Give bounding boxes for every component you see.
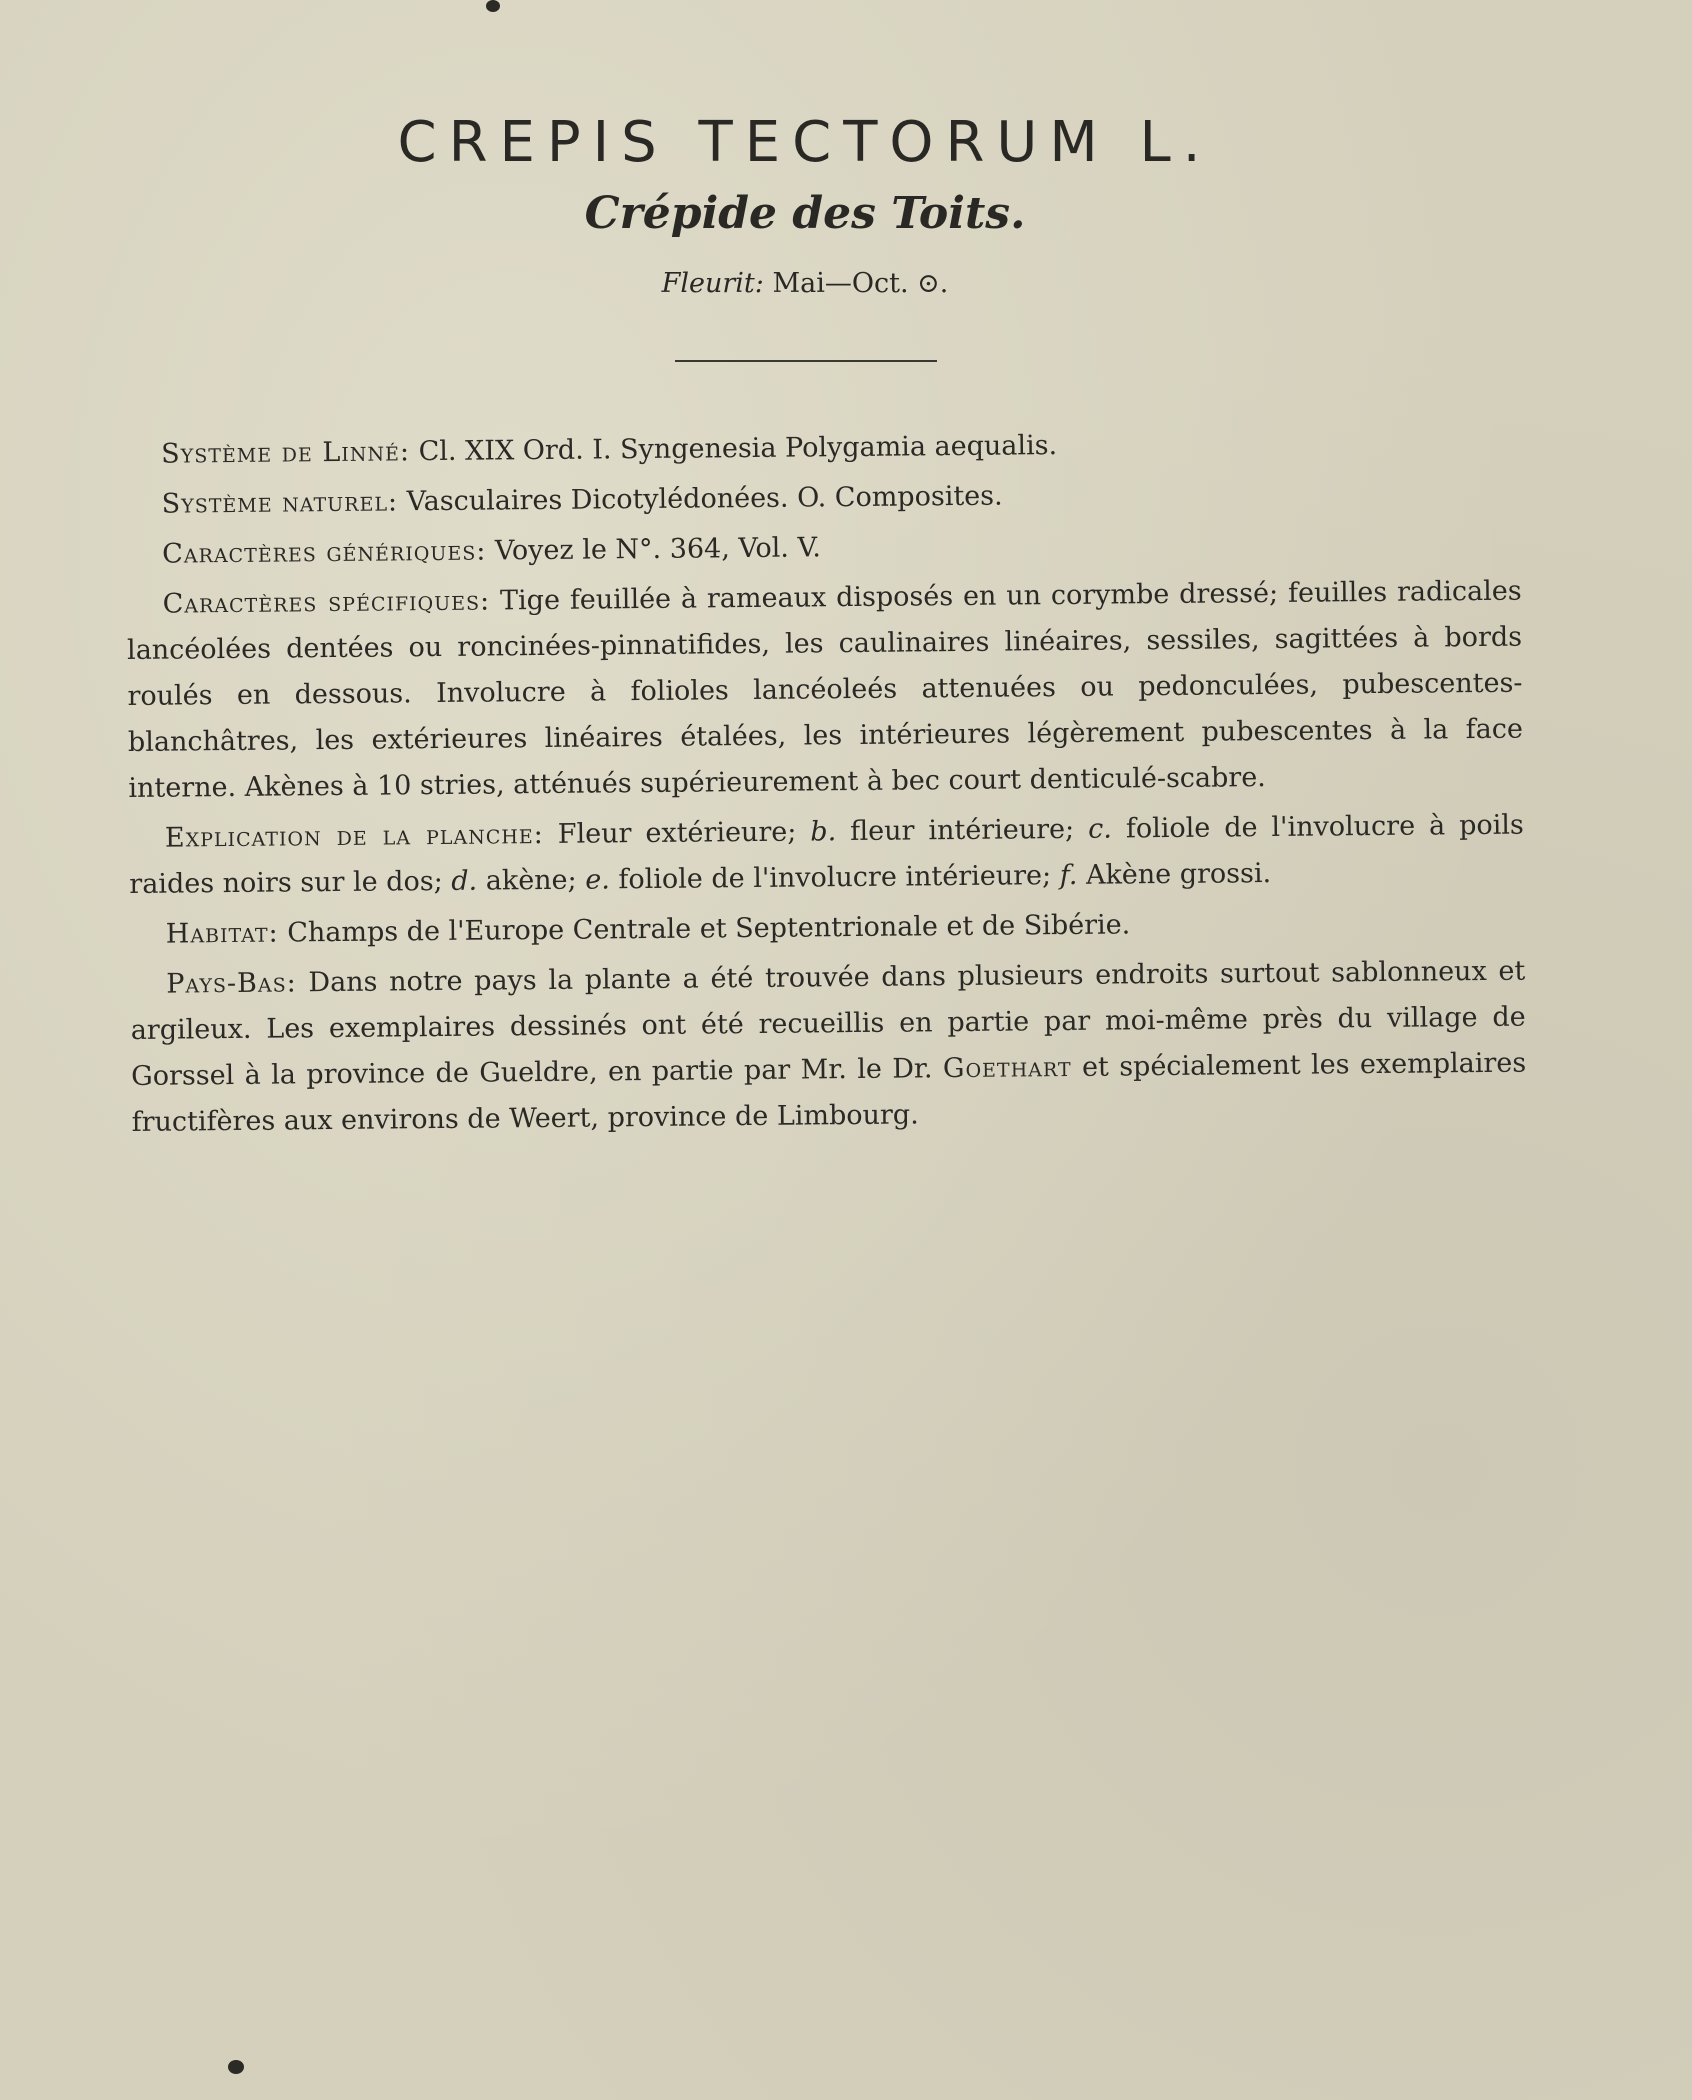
- section-text: Tige feuillée à rameaux disposés en un corymbe dressé; feuilles radicales lancéolées dentées ou roncinées-pinnatifides, les caulinaires linéaires, sessiles, sagittées à bords roulés en dessous. Involucre à folioles lancéoleés attenuées ou pedonculées, pubescentes-blanchâtres, les extérieures linéaires étalées, les intérieures légèrement pubescentes à la face interne. Akènes à 10 stries, atténués supérieurement à bec court denticulé-scabre.: [126, 575, 1524, 804]
- ink-speck: [228, 2060, 244, 2074]
- section-label: Système de Linné:: [161, 436, 411, 470]
- section-text: Champs de l'Europe Centrale et Septentrionale et de Sibérie.: [287, 909, 1131, 949]
- plate-f-text: Akène grossi.: [1085, 858, 1272, 891]
- section-pays-bas: [130, 949, 1527, 1146]
- plate-d-text: akène;: [485, 864, 577, 897]
- page-title: CREPIS TECTORUM L.: [397, 110, 1213, 175]
- description-body: [125, 419, 1527, 1150]
- section-habitat: [130, 899, 1525, 958]
- section-label: Système naturel:: [161, 486, 399, 520]
- plate-e-key: e.: [585, 864, 610, 896]
- section-naturel: [125, 469, 1520, 528]
- section-planche: [129, 803, 1525, 908]
- flowering-period: [0, 268, 1610, 299]
- plate-a-text: Fleur extérieure;: [557, 816, 797, 850]
- section-linne: [125, 419, 1520, 478]
- plate-c-text: foliole de l'involucre à poils raides noirs sur le dos;: [129, 809, 1524, 900]
- section-text-before: Dans notre pays la plante a été trouvée dans plusieurs endroits surtout sablonneux et argileux. Les exemplaires dessinés ont été recueillis en partie par moi-même près du village de Gorssel à la province de Gueldre, en partie par Mr. le Dr.: [130, 955, 1526, 1092]
- divider-rule: [675, 360, 937, 362]
- section-text: Vasculaires Dicotylédonées. O. Composites.: [406, 480, 1003, 518]
- plate-f-key: f.: [1059, 859, 1078, 892]
- flowering-value: Mai—Oct. ⊙.: [772, 268, 949, 299]
- section-label: Pays-Bas:: [166, 967, 297, 1000]
- section-text-after: et spécialement les exemplaires fructifères aux environs de Weert, province de Limbourg.: [131, 1047, 1527, 1138]
- plate-c-key: c.: [1088, 813, 1113, 845]
- plate-b-key: b.: [810, 816, 837, 848]
- plate-e-text: foliole de l'involucre intérieure;: [618, 860, 1052, 896]
- flowering-label: Fleurit:: [661, 268, 764, 299]
- section-label: Caractères spécifiques:: [162, 585, 491, 620]
- plate-d-key: d.: [451, 865, 478, 897]
- section-generiques: [126, 519, 1521, 578]
- section-label: Explication de la planche:: [164, 818, 544, 854]
- section-text: Voyez le N°. 364, Vol. V.: [494, 532, 822, 567]
- section-label: Caractères génériques:: [162, 535, 487, 570]
- section-text: Cl. XIX Ord. I. Syngenesia Polygamia aequalis.: [418, 430, 1058, 468]
- section-label: Habitat:: [165, 917, 279, 950]
- page-subtitle: Crépide des Toits.: [584, 188, 1026, 239]
- section-specifiques: [126, 569, 1523, 812]
- plate-b-text: fleur intérieure;: [850, 813, 1075, 848]
- ink-speck: [486, 0, 500, 12]
- collector-name: Goethart: [942, 1051, 1072, 1085]
